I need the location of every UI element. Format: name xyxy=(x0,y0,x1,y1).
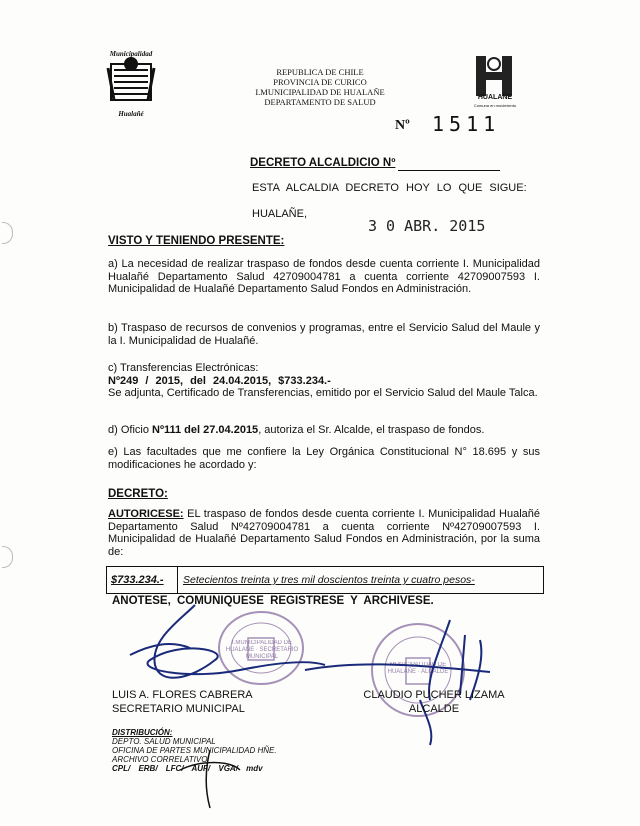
autoricese-paragraph xyxy=(108,508,540,558)
distribution-line: CPL/ ERB/ LFC/ AUF/ VGA/ mdv xyxy=(112,764,263,773)
stamp-number: 1511 xyxy=(432,112,501,136)
seal-left-text: I.MUNICIPALIDAD DE HUALAÑE · SECRETARIO MUNICIPAL xyxy=(225,640,299,660)
distribution-block xyxy=(112,728,277,773)
paragraph-a: a) La necesidad de realizar traspaso de fondos desde cuenta corriente I. Municipalidad Hualañé Departamento Salud 42709004781 a cuenta corriente 42709007593 I. Municipalidad de Hualañé Departamento Salud Fondos en Administración. xyxy=(108,258,540,295)
muni-logo-top-text: Municipalidad xyxy=(109,50,153,58)
seal-right-text: MUNICIPALIDAD DE HUALAÑE · ALCALDE xyxy=(387,662,449,675)
muni-logo-bottom-text: Hualañé xyxy=(118,110,144,118)
decreto-heading: DECRETO: xyxy=(108,488,168,500)
place-text: HUALAÑE, xyxy=(252,208,308,220)
header-line: REPUBLICA DE CHILE xyxy=(276,67,364,77)
distribution-line: OFICINA DE PARTES MUNICIPALIDAD HÑE. xyxy=(112,746,277,755)
distribution-line: DEPTO. SALUD MUNICIPAL xyxy=(112,737,216,746)
signer-left xyxy=(112,688,253,716)
amount-divider xyxy=(177,567,178,593)
punch-hole-mark xyxy=(2,222,13,244)
h-logo-icon xyxy=(470,54,520,98)
autoricese-text: EL traspaso de fondos desde cuenta corriente I. Municipalidad Hualañé Departamento Salud Nº42709004781 a cuenta corriente Nº42709007593 I. Municipalidad de Hualañé Departamento Salud Fondos en Administración, por la suma de: xyxy=(108,508,540,558)
title-number-line xyxy=(398,170,500,171)
d-post: , autoriza el Sr. Alcalde, el traspaso de fondos. xyxy=(258,424,485,436)
distribution-line: ARCHIVO CORRELATIVO xyxy=(112,755,208,764)
header-block xyxy=(230,67,410,107)
header-line: DEPARTAMENTO DE SALUD xyxy=(264,97,376,107)
anotese-line: ANOTESE, COMUNIQUESE REGISTRESE Y ARCHIVESE. xyxy=(112,595,434,607)
signer-right-title: ALCALDE xyxy=(408,703,460,715)
signature-right xyxy=(300,610,510,750)
punch-hole-mark xyxy=(2,546,13,568)
page-title: DECRETO ALCALDICIO Nº xyxy=(250,157,396,169)
amount-words: Setecientos treinta y tres mil doscientos treinta y cuatro pesos- xyxy=(183,574,475,586)
autoricese-label: AUTORICESE: xyxy=(108,508,184,520)
paragraph-d xyxy=(108,424,540,437)
c-transfer: Nº249 / 2015, del 24.04.2015, $733.234.- xyxy=(108,374,331,387)
header-line: I.MUNICIPALIDAD DE HUALAÑE xyxy=(255,87,385,97)
signer-left-title: SECRETARIO MUNICIPAL xyxy=(112,703,245,715)
d-pre: d) Oficio xyxy=(108,424,153,436)
visto-heading: VISTO Y TENIENDO PRESENTE: xyxy=(108,235,285,247)
header-line: PROVINCIA DE CURICO xyxy=(273,77,367,87)
c-label: c) Transferencias Electrónicas: xyxy=(108,362,259,374)
signer-left-name: LUIS A. FLORES CABRERA xyxy=(112,689,253,701)
date-stamp: 3 0 ABR. 2015 xyxy=(368,217,486,235)
paragraph-c xyxy=(108,362,540,400)
right-logo-name: HUALAÑE xyxy=(477,94,513,101)
signer-right xyxy=(350,688,518,716)
amount-value: $733.234.- xyxy=(111,574,164,586)
intro-text: ESTA ALCALDIA DECRETO HOY LO QUE SIGUE: xyxy=(252,182,527,194)
signer-right-name: CLAUDIO PUCHER LIZAMA xyxy=(363,689,505,701)
d-oficio: Nº111 del 27.04.2015 xyxy=(152,424,259,436)
stamp-no: Nº xyxy=(395,118,410,133)
paragraph-e: e) Las facultades que me confiere la Ley Orgánica Constitucional N° 18.695 y sus modificaciones he acordado y: xyxy=(108,446,540,471)
paragraph-b: b) Traspaso de recursos de convenios y programas, entre el Servicio Salud del Maule y la I. Municipalidad de Hualañé. xyxy=(108,322,540,347)
amount-box xyxy=(106,566,544,594)
distribution-heading: DISTRIBUCIÓN: xyxy=(112,728,173,737)
right-logo-tag: Comuna en movimiento xyxy=(473,103,517,108)
c-rest: Se adjunta, Certificado de Transferencias, emitido por el Servicio Salud del Maule Talca. xyxy=(108,387,538,399)
signature-left xyxy=(120,600,330,700)
